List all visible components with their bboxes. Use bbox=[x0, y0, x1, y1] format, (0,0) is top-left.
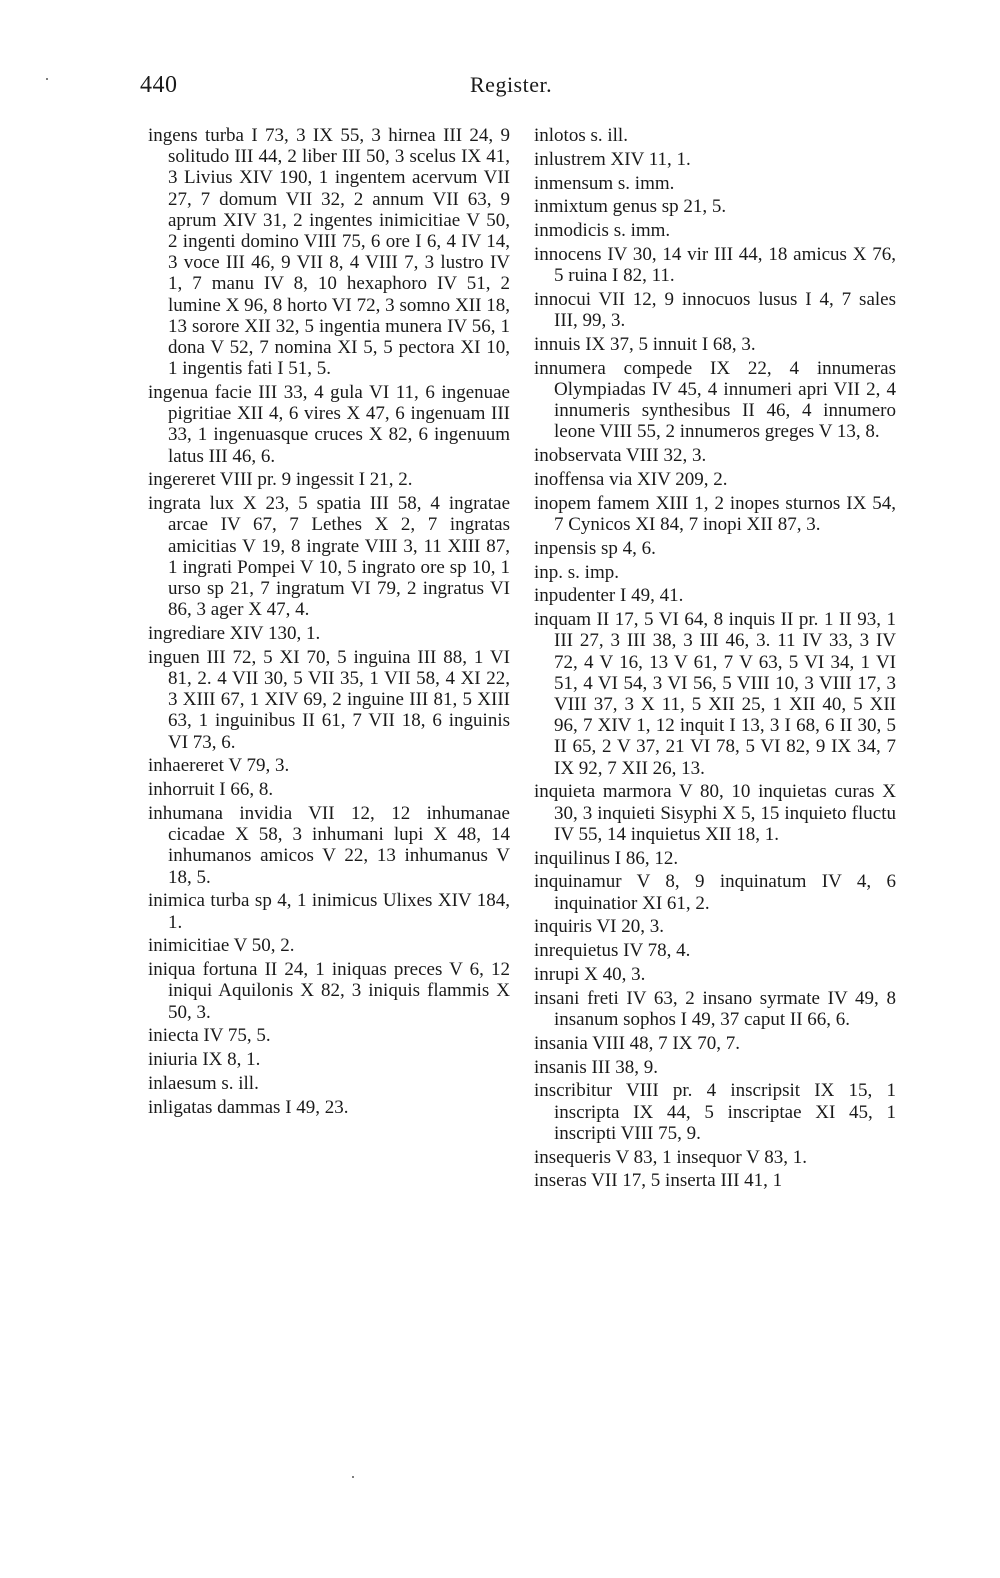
scan-speck bbox=[352, 1476, 354, 1478]
index-entry: ingenua facie III 33, 4 gula VI 11, 6 ingenuae pigritiae XII 4, 6 vires X 47, 6 ingenuam III 33, 1 ingenuasque cruces X 82, 6 ingenuum latus III 46, 6. bbox=[148, 382, 510, 467]
index-entry: iniecta IV 75, 5. bbox=[148, 1025, 271, 1047]
index-entry: inquieta marmora V 80, 10 inquietas curas X 30, 3 inquieti Sisyphi X 5, 15 inquieto fluctu IV 55, 14 inquietus XII 18, 1. bbox=[534, 781, 896, 845]
scan-speck bbox=[46, 78, 48, 80]
index-entry: ingrediare XIV 130, 1. bbox=[148, 623, 321, 645]
index-entry: insania VIII 48, 7 IX 70, 7. bbox=[534, 1032, 740, 1054]
index-entry: inquam II 17, 5 VI 64, 8 inquis II pr. 1 II 93, 1 III 27, 3 III 38, 3 III 46, 3. 11 IV 33, 3 IV 72, 4 V 16, 13 V 61, 7 V 63, 5 VI 34, 1 VI 51, 4 VI 54, 3 VI 56, 5 VIII 10, 3 VIII 17, 3 VIII 37, 3 X 11, 5 XII 25, 1 XII 40, 5 XII 96, 7 XIV 1, 12 inquit I 13, 3 I 68, 6 II 30, 5 II 65, 2 V 37, 21 VI 78, 5 VI 82, 9 IX 34, 7 IX 92, 7 XII 26, 13. bbox=[534, 609, 896, 779]
index-entry: inpudenter I 49, 41. bbox=[534, 585, 684, 607]
index-entry: inrequietus IV 78, 4. bbox=[534, 940, 691, 962]
index-entry: inhaereret V 79, 3. bbox=[148, 755, 290, 777]
index-entry: inscribitur VIII pr. 4 inscripsit IX 15, 1 inscripta IX 44, 5 inscriptae XI 45, 1 inscripti VIII 75, 9. bbox=[534, 1080, 896, 1144]
index-entry: innocui VII 12, 9 innocuos lusus I 4, 7 sales III, 99, 3. bbox=[534, 288, 896, 332]
index-column-left bbox=[148, 125, 510, 1121]
index-entry: inlaesum s. ill. bbox=[148, 1073, 259, 1095]
index-entry: inguen III 72, 5 XI 70, 5 inguina III 88, 1 VI 81, 2. 4 VII 30, 5 VII 35, 1 VII 58, 4 XI 22, 3 XIII 67, 1 XIV 69, 2 inguine III 81, 5 XIII 63, 1 inguinibus II 61, 7 VII 18, 6 inguinis VI 73, 6. bbox=[148, 646, 510, 753]
index-entry: inhorruit I 66, 8. bbox=[148, 779, 274, 801]
index-entry: inopem famem XIII 1, 2 inopes sturnos IX 54, 7 Cynicos XI 84, 7 inopi XII 87, 3. bbox=[534, 492, 896, 535]
index-entry: insequeris V 83, 1 insequor V 83, 1. bbox=[534, 1146, 808, 1168]
index-entry: innumera compede IX 22, 4 innumeras Olympiadas IV 45, 4 innumeri apri VII 2, 4 innumeris synthesibus II 46, 4 innumero leone VIII 55, 2 innumeros greges V 13, 8. bbox=[534, 357, 896, 443]
index-column-right bbox=[534, 125, 896, 1194]
index-entry: inseras VII 17, 5 inserta III 41, 1 bbox=[534, 1170, 783, 1192]
index-entry: insanis III 38, 9. bbox=[534, 1056, 659, 1078]
index-entry: insani freti IV 63, 2 insano syrmate IV 49, 8 insanum sophos I 49, 37 caput II 66, 6. bbox=[534, 987, 896, 1030]
index-entry: ingrata lux X 23, 5 spatia III 58, 4 ingratae arcae IV 67, 7 Lethes X 2, 7 ingratas amicitias V 19, 8 ingrate VIII 3, 11 XIII 87, 1 ingrati Pompei V 10, 5 ingrato ore sp 10, 1 urso sp 21, 7 ingratum VI 79, 2 ingratus VI 86, 3 ager X 47, 4. bbox=[148, 493, 510, 621]
index-entry: inquinamur V 8, 9 inquinatum IV 4, 6 inquinatior XI 61, 2. bbox=[534, 871, 896, 914]
index-entry: inlotos s. ill. bbox=[534, 125, 628, 146]
index-entry: ingens turba I 73, 3 IX 55, 3 hirnea III 24, 9 solitudo III 44, 2 liber III 50, 3 scelus IX 41, 3 Livius XIV 190, 1 ingentem acervum VII 27, 7 domum VII 32, 2 annum VII 63, 9 aprum XIV 31, 2 ingentes inimicitiae V 50, 2 ingenti domino VIII 75, 6 ore I 6, 4 IV 14, 3 voce III 46, 9 VII 8, 4 VIII 7, 3 lustro IV 1, 7 manu IV 8, 10 hexaphoro IV 51, 2 lumine X 96, 8 horto VI 72, 3 somno XII 18, 13 sorore XII 32, 5 ingentia munera IV 56, 1 dona V 52, 7 nomina XI 5, 5 pectora XI 10, 1 ingentis fati I 51, 5. bbox=[148, 125, 510, 380]
index-entry: inhumana invidia VII 12, 12 inhumanae cicadae X 58, 3 inhumani lupi X 48, 14 inhumanos amicos V 22, 13 inhumanus V 18, 5. bbox=[148, 803, 510, 888]
index-entry: inoffensa via XIV 209, 2. bbox=[534, 468, 728, 490]
index-entry: inp. s. imp. bbox=[534, 561, 619, 583]
index-entry: inlustrem XIV 11, 1. bbox=[534, 148, 691, 170]
index-entry: ingereret VIII pr. 9 ingessit I 21, 2. bbox=[148, 469, 413, 491]
index-entry: inmodicis s. imm. bbox=[534, 220, 671, 242]
running-head: Register. bbox=[470, 72, 553, 97]
index-entry: inpensis sp 4, 6. bbox=[534, 537, 656, 559]
index-entry: inligatas dammas I 49, 23. bbox=[148, 1096, 349, 1118]
index-entry: inmixtum genus sp 21, 5. bbox=[534, 196, 727, 218]
index-entry: inrupi X 40, 3. bbox=[534, 963, 646, 985]
page-number: 440 bbox=[140, 72, 178, 98]
index-entry: inquiris VI 20, 3. bbox=[534, 916, 665, 938]
index-entry: inmensum s. imm. bbox=[534, 172, 675, 194]
index-entry: inimica turba sp 4, 1 inimicus Ulixes XIV 184, 1. bbox=[148, 890, 510, 933]
index-entry: innocens IV 30, 14 vir III 44, 18 amicus X 76, 5 ruina I 82, 11. bbox=[534, 243, 896, 287]
index-entry: innuis IX 37, 5 innuit I 68, 3. bbox=[534, 333, 756, 355]
index-entry: iniuria IX 8, 1. bbox=[148, 1049, 261, 1071]
index-entry: inimicitiae V 50, 2. bbox=[148, 935, 295, 957]
index-entry: iniqua fortuna II 24, 1 iniquas preces V 6, 12 iniqui Aquilonis X 82, 3 iniquis flammis X 50, 3. bbox=[148, 959, 510, 1023]
index-entry: inquilinus I 86, 12. bbox=[534, 847, 679, 869]
index-entry: inobservata VIII 32, 3. bbox=[534, 445, 707, 467]
